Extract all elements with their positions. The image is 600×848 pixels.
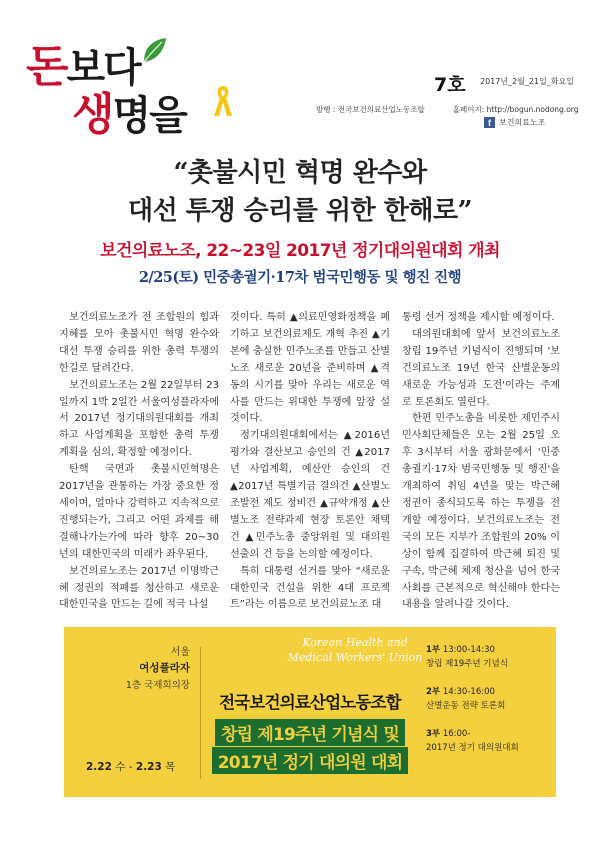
issue-date: 2017년_2월_21일_화요일 xyxy=(480,77,574,86)
yellow-ribbon-icon xyxy=(212,82,234,118)
schedule-item: 1부 13:00-14:30 창립 제19주년 기념식 xyxy=(426,645,508,669)
banner-dates: 2.22 수 - 2.23 목 xyxy=(86,761,176,773)
paragraph: 한편 민주노총을 비롯한 제민주시민사회단체들은 오는 2월 25일 오후 3시부터 서울 광화문에서 '민중총궐기·17차 범국민행동 및 행진'을 개최하여 취임 4년을 맞는 박근혜 정권이 종식되도록 하는 투쟁을 전개할 예정이다. 보건의료노조는 전국의 모든 지부가 조합원의 20% 이상이 함께 집결하여 박근혜 퇴진 및 구속, 박근혜 체제 청산을 넘어 한국사회를 근본적으로 혁신해야 한다는 내용을 알려나갈 것이다. xyxy=(402,413,560,611)
logo-line-1: 돈보다 xyxy=(26,41,140,92)
banner-event-2: 2017년 정기 대의원 대회 xyxy=(186,747,434,774)
headline-line-2: 대선 투쟁 승리를 위한 한해로” xyxy=(127,196,473,226)
paragraph: 보건의료노조는 2월 22일부터 23일까지 1박 2일간 서울여성플라자에서 2017년 정기대의원대회를 개최하고 사업계획을 포함한 총력 투쟁 계획을 심의, 확정할 예정이다. xyxy=(59,379,219,459)
paragraph: 보건의료노조는 2017년 이명박근혜 정권의 적폐를 청산하고 새로운 대한민국을 만드는 길에 적극 나설 xyxy=(59,565,219,611)
schedule-item: 2부 14:30-16:00 산별운동 전략 토론회 xyxy=(426,687,506,711)
leaf-icon xyxy=(140,36,168,66)
subheadline-1: 보건의료노조, 22~23일 2017년 정기대의원대회 개최 xyxy=(100,241,500,261)
logo-line-2: 생명을 xyxy=(72,89,186,140)
article-column-1 xyxy=(59,310,219,614)
banner-event-1: 창립 제19주년 기념식 및 xyxy=(186,719,434,746)
subheadline-2: 2/25(토) 민중총궐기·17차 범국민행동 및 행진 진행 xyxy=(138,269,462,286)
article-column-2 xyxy=(230,310,390,614)
issue-number: 7호 xyxy=(434,74,466,96)
facebook-link[interactable] xyxy=(484,117,545,128)
facebook-icon: f xyxy=(484,117,495,128)
paragraph: 정기대의원대회에서는 ▲2016년 평가와 결산보고 승인의 건 ▲2017년 사업계획, 예산안 승인의 건 ▲2017년 특별기금 결의건 ▲산별노조발전 제도 정비건 ▲규약개정 ▲산별노조 전략과제 현장 토론안 채택 건 ▲민주노총 중앙위원 및 대의원 선출의 건 등을 논의할 예정이다. xyxy=(230,430,390,560)
publisher: 발행 : 전국보건의료산업노동조합 xyxy=(316,105,425,114)
headline-line-1: “촛불시민 혁명 완수와 xyxy=(173,158,427,188)
paragraph: 탄핵 국면과 촛불시민혁명은 2017년을 관통하는 가장 중요한 정세이며, 얼마나 강력하고 지속적으로 진행되는가, 그리고 어떤 과제를 해결해나가는가에 따라 향후 20~30년의 대한민국의 미래가 좌우된다. xyxy=(59,464,219,560)
paragraph: 것이다. 특히 ▲의료민영화정책을 폐기하고 보건의료제도 개혁 추진 ▲기본에 충실한 민주노조를 만들고 산별노조 새로운 20년을 준비하며 ▲격동의 시기를 맞아 우리는 새로운 역사를 만드는 위대한 투쟁에 앞장 설 것이다. xyxy=(230,312,390,425)
schedule-item: 3부 16:00- 2017년 정기 대의원대회 xyxy=(426,729,519,753)
banner-city: 서울 xyxy=(170,647,190,658)
event-banner xyxy=(64,627,556,797)
paragraph: 통령 선거 정책을 제시할 예정이다. xyxy=(402,312,555,323)
facebook-label: 보건의료노조 xyxy=(499,118,546,127)
paragraph: 대의원대회에 앞서 보건의료노조 창립 19주년 기념식이 진행되며 '보건의료노조 19년 한국 산별운동의 새로운 가능성과 도전'이라는 주제로 토론회도 열린다. xyxy=(402,328,560,408)
paragraph: 특히 대통령 선거를 맞아 “새로운 대한민국 건설을 위한 4대 프로젝트”라는 이름으로 보건의료노조 대 xyxy=(230,565,390,611)
banner-union-name: 전국보건의료산업노동조합 xyxy=(219,693,401,712)
homepage-link[interactable]: 홈페이지: http://bogun.nodong.org xyxy=(452,105,579,114)
paragraph: 보건의료노조가 전 조합원의 힘과 지혜를 모아 촛불시민 혁명 완수와 대선 투쟁 승리를 위한 총력 투쟁의 한길로 달려간다. xyxy=(59,312,219,374)
banner-english-name: Korean Health and Medical Workers' Union xyxy=(287,636,423,664)
banner-room: 1층 국제회의장 xyxy=(125,680,190,691)
article-column-3 xyxy=(402,310,560,614)
publisher-line xyxy=(316,104,600,115)
banner-venue: 여성플라자 xyxy=(139,662,190,674)
